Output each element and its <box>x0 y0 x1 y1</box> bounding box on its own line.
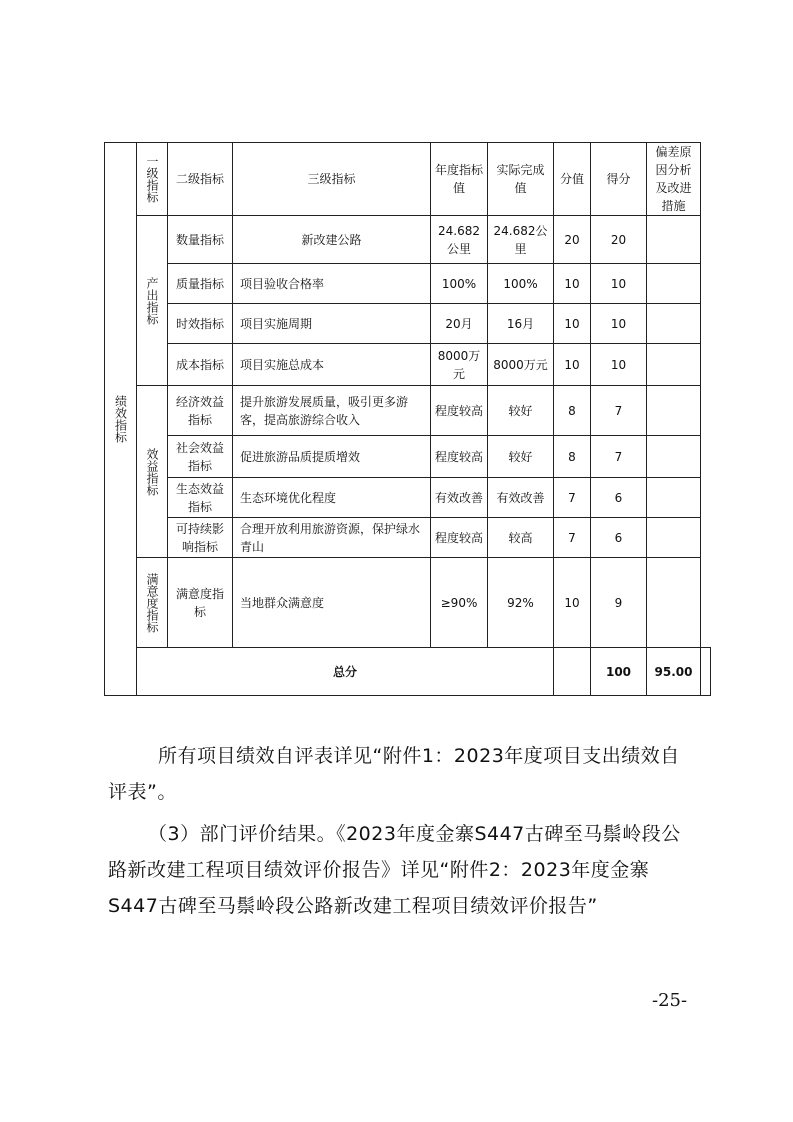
performance-table <box>104 142 711 696</box>
total-deviation <box>701 648 711 696</box>
row-deviation <box>647 304 701 344</box>
row-score: 8 <box>554 386 591 436</box>
paragraph-evaluation-result: （3）部门评价结果。《2023年度金寨S447古碑至马鬃岭段公路新改建工程项目绩效评价报告》详见“附件2：2023年度金寨S447古碑至马鬃岭段公路新改建工程项目绩效评价报告” <box>108 823 681 917</box>
row-l3: 促进旅游品质提质增效 <box>233 436 431 478</box>
row-actual: 有效改善 <box>488 478 554 518</box>
row-annual: 有效改善 <box>431 478 488 518</box>
row-score: 7 <box>554 518 591 558</box>
row-got: 7 <box>591 386 647 436</box>
row-l3: 提升旅游发展质量，吸引更多游客，提高旅游综合收入 <box>233 386 431 436</box>
table-row <box>105 264 711 304</box>
header-level2: 二级指标 <box>168 143 233 216</box>
row-deviation <box>647 518 701 558</box>
row-actual: 24.682公里 <box>488 216 554 264</box>
header-actual: 实际完成值 <box>488 143 554 216</box>
row-deviation <box>647 264 701 304</box>
group-satisfaction-cell <box>137 558 168 648</box>
row-score: 10 <box>554 344 591 386</box>
row-l2: 满意度指标 <box>168 558 233 648</box>
header-got: 得分 <box>591 143 647 216</box>
row-l3: 生态环境优化程度 <box>233 478 431 518</box>
row-actual: 100% <box>488 264 554 304</box>
header-deviation: 偏差原因分析及改进措施 <box>647 143 701 216</box>
row-deviation <box>647 344 701 386</box>
row-l3: 项目验收合格率 <box>233 264 431 304</box>
row-annual: ≥90% <box>431 558 488 648</box>
row-actual: 8000万元 <box>488 344 554 386</box>
row-l3: 新改建公路 <box>233 216 431 264</box>
row-annual: 程度较高 <box>431 386 488 436</box>
group-benefit: 效益指标 <box>145 447 159 496</box>
row-got: 10 <box>591 344 647 386</box>
outer-label: 绩效指标 <box>113 395 128 443</box>
row-annual: 100% <box>431 264 488 304</box>
row-got: 10 <box>591 264 647 304</box>
row-annual: 程度较高 <box>431 518 488 558</box>
row-actual: 16月 <box>488 304 554 344</box>
total-row <box>105 648 711 696</box>
row-score: 10 <box>554 264 591 304</box>
row-deviation <box>647 436 701 478</box>
total-empty <box>554 648 591 696</box>
row-annual: 8000万元 <box>431 344 488 386</box>
row-got: 10 <box>591 304 647 344</box>
row-annual: 24.682公里 <box>431 216 488 264</box>
group-output: 产出指标 <box>145 276 159 325</box>
row-got: 6 <box>591 518 647 558</box>
paragraph-attachment-1: 所有项目绩效自评表详见“附件1：2023年度项目支出绩效自评表”。 <box>108 745 680 803</box>
row-l2: 时效指标 <box>168 304 233 344</box>
header-row <box>105 143 711 216</box>
table-row <box>105 216 711 264</box>
row-l2: 数量指标 <box>168 216 233 264</box>
row-l2: 可持续影响指标 <box>168 518 233 558</box>
row-got: 6 <box>591 478 647 518</box>
row-actual: 较高 <box>488 518 554 558</box>
header-level3: 三级指标 <box>233 143 431 216</box>
group-output-cell <box>137 216 168 386</box>
row-l3: 当地群众满意度 <box>233 558 431 648</box>
outer-label-cell <box>105 143 137 696</box>
row-actual: 较好 <box>488 436 554 478</box>
total-score: 100 <box>591 648 647 696</box>
row-l2: 经济效益指标 <box>168 386 233 436</box>
header-score: 分值 <box>554 143 591 216</box>
header-level1: 一级指标 <box>137 143 168 216</box>
row-l2: 社会效益指标 <box>168 436 233 478</box>
row-deviation <box>647 478 701 518</box>
table-row <box>105 558 711 648</box>
row-score: 7 <box>554 478 591 518</box>
group-satisfaction: 满意度指标 <box>145 572 159 633</box>
row-score: 10 <box>554 304 591 344</box>
total-label: 总分 <box>137 648 554 696</box>
row-annual: 20月 <box>431 304 488 344</box>
total-got: 95.00 <box>647 648 701 696</box>
header-annual: 年度指标值 <box>431 143 488 216</box>
row-got: 7 <box>591 436 647 478</box>
row-l3: 项目实施周期 <box>233 304 431 344</box>
table-row <box>105 386 711 436</box>
row-got: 20 <box>591 216 647 264</box>
table-row <box>105 344 711 386</box>
table-row <box>105 436 711 478</box>
row-deviation <box>647 216 701 264</box>
row-annual: 程度较高 <box>431 436 488 478</box>
row-l3: 合理开放利用旅游资源，保护绿水青山 <box>233 518 431 558</box>
row-l2: 质量指标 <box>168 264 233 304</box>
row-got: 9 <box>591 558 647 648</box>
row-actual: 92% <box>488 558 554 648</box>
table-row <box>105 518 711 558</box>
row-score: 8 <box>554 436 591 478</box>
page-number: -25- <box>652 990 688 1011</box>
row-deviation <box>647 558 701 648</box>
table-row <box>105 478 711 518</box>
group-benefit-cell <box>137 386 168 558</box>
row-score: 20 <box>554 216 591 264</box>
row-l2: 生态效益指标 <box>168 478 233 518</box>
row-l2: 成本指标 <box>168 344 233 386</box>
row-actual: 较好 <box>488 386 554 436</box>
table-row <box>105 304 711 344</box>
row-deviation <box>647 386 701 436</box>
row-score: 10 <box>554 558 591 648</box>
row-l3: 项目实施总成本 <box>233 344 431 386</box>
